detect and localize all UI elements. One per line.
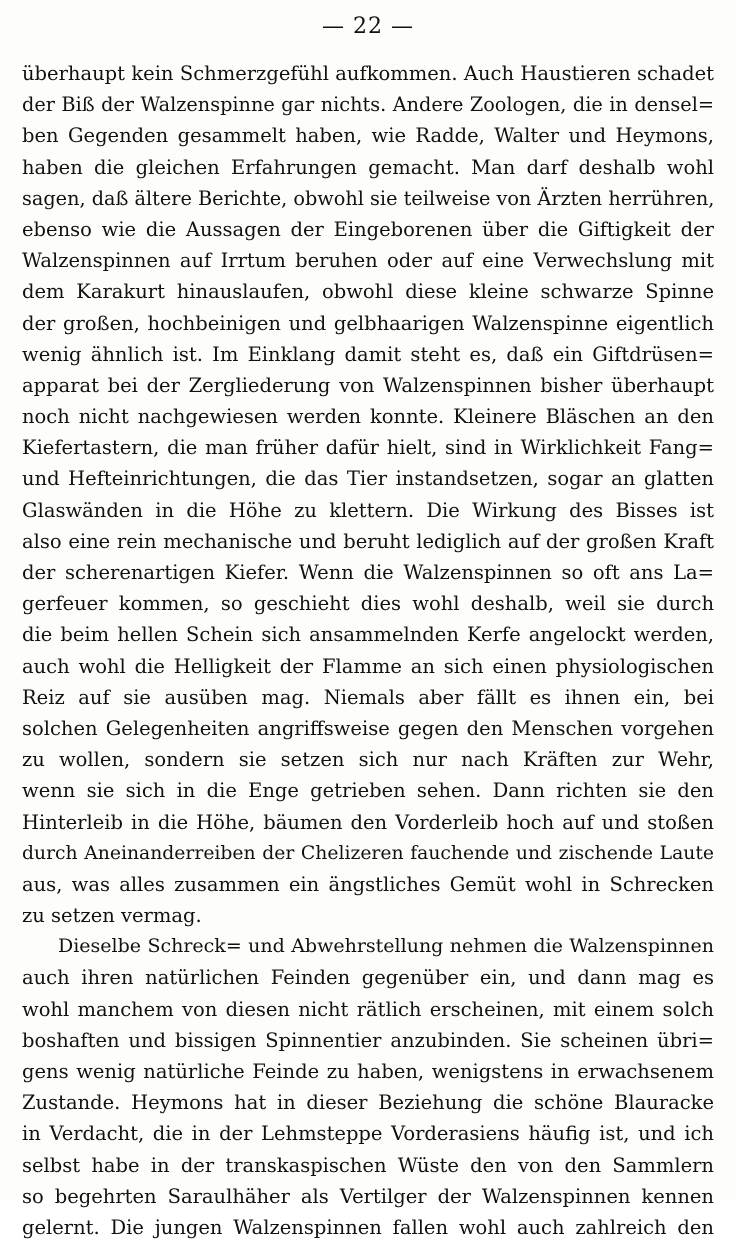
- text-line: aus, was alles zusammen ein ängstliches Gemüt wohl in Schrecken: [22, 872, 714, 896]
- text-line: Reiz auf sie ausüben mag. Niemals aber fällt es ihnen ein, bei: [22, 685, 714, 709]
- paragraph-end-line: zu setzen vermag.: [22, 904, 202, 928]
- text-line: also eine rein mechanische und beruht lediglich auf der großen Kraft: [22, 529, 714, 553]
- text-line: und Hefteinrichtungen, die das Tier instandsetzen, sogar an glatten: [22, 467, 714, 491]
- text-line: auch wohl die Helligkeit der Flamme an sich einen physiologischen: [22, 654, 714, 678]
- page-number: — 22 —: [322, 14, 414, 39]
- text-line: die beim hellen Schein sich ansammelnden Kerfe angelockt werden,: [22, 623, 714, 647]
- text-line: Kiefertastern, die man früher dafür hielt, sind in Wirklichkeit Fang=: [22, 436, 714, 460]
- text-line: Glaswänden in die Höhe zu klettern. Die Wirkung des Bisses ist: [22, 498, 714, 522]
- text-line: der großen, hochbeinigen und gelbhaarigen Walzenspinne eigentlich: [22, 311, 714, 335]
- text-line: gelernt. Die jungen Walzenspinnen fallen wohl auch zahlreich den: [22, 1215, 714, 1239]
- text-line: wenig ähnlich ist. Im Einklang damit steht es, daß ein Giftdrüsen=: [22, 342, 714, 366]
- text-line: der Biß der Walzenspinne gar nichts. Andere Zoologen, die in densel=: [22, 93, 714, 117]
- text-line: wenn sie sich in die Enge getrieben sehen. Dann richten sie den: [22, 779, 714, 803]
- text-line: Zustande. Heymons hat in dieser Beziehung die schöne Blauracke: [22, 1091, 714, 1115]
- text-line: zu wollen, sondern sie setzen sich nur nach Kräften zur Wehr,: [22, 748, 714, 772]
- text-line: selbst habe in der transkaspischen Wüste den von den Sammlern: [22, 1153, 714, 1177]
- paragraph-start-line: Dieselbe Schreck= und Abwehrstellung nehmen die Walzenspinnen: [58, 935, 714, 958]
- text-line: so begehrten Saraulhäher als Vertilger der Walzenspinnen kennen: [22, 1184, 714, 1208]
- text-line: haben die gleichen Erfahrungen gemacht. Man darf deshalb wohl: [22, 155, 714, 179]
- text-line: Walzenspinnen auf Irrtum beruhen oder auf eine Verwechslung mit: [22, 249, 714, 273]
- text-line: wohl manchem von diesen nicht rätlich erscheinen, mit einem solch: [22, 997, 714, 1021]
- text-line: Hinterleib in die Höhe, bäumen den Vorderleib hoch auf und stoßen: [22, 810, 714, 834]
- text-line: überhaupt kein Schmerzgefühl aufkommen. Auch Haustieren schadet: [22, 62, 714, 85]
- text-line: ebenso wie die Aussagen der Eingeborenen über die Giftigkeit der: [22, 217, 714, 241]
- text-line: sagen, daß ältere Berichte, obwohl sie teilweise von Ärzten herrühren,: [22, 186, 714, 210]
- text-line: boshaften und bissigen Spinnentier anzubinden. Sie scheinen übri=: [22, 1028, 714, 1052]
- text-line: in Verdacht, die in der Lehmsteppe Vorderasiens häufig ist, und ich: [22, 1122, 714, 1146]
- text-line: apparat bei der Zergliederung von Walzenspinnen bisher überhaupt: [22, 373, 714, 397]
- text-line: noch nicht nachgewiesen werden konnte. Kleinere Bläschen an den: [22, 405, 714, 429]
- text-line: ben Gegenden gesammelt haben, wie Radde, Walter und Heymons,: [22, 124, 714, 148]
- text-line: dem Karakurt hinauslaufen, obwohl diese kleine schwarze Spinne: [22, 280, 714, 304]
- text-line: solchen Gelegenheiten angriffsweise gegen den Menschen vorgehen: [22, 716, 714, 740]
- text-line: gens wenig natürliche Feinde zu haben, wenigstens in erwachsenem: [22, 1060, 714, 1083]
- text-line: gerfeuer kommen, so geschieht dies wohl deshalb, weil sie durch: [22, 592, 714, 616]
- body-text: [22, 58, 714, 1243]
- text-line: durch Aneinanderreiben der Chelizeren fauchende und zischende Laute: [22, 842, 714, 864]
- text-line: auch ihren natürlichen Feinden gegenüber ein, und dann mag es: [22, 966, 714, 990]
- text-line: der scherenartigen Kiefer. Wenn die Walzenspinnen so oft ans La=: [22, 561, 714, 584]
